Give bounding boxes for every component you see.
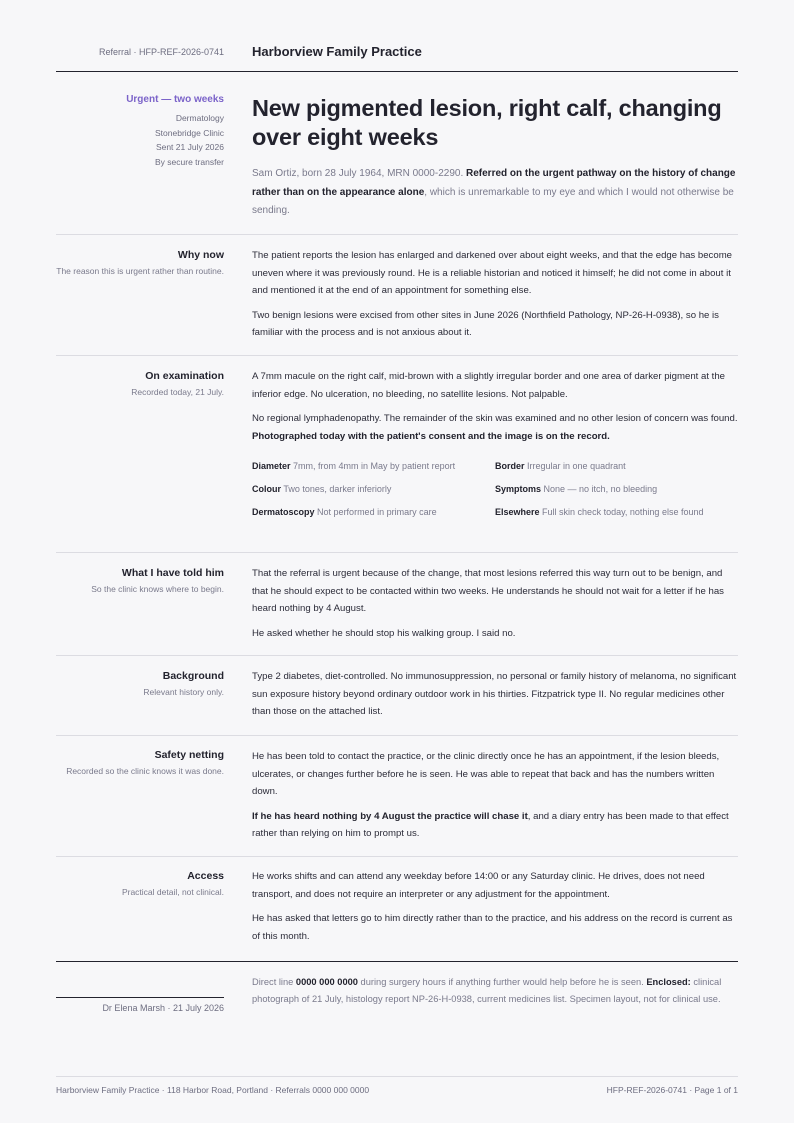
fact-label: Colour [252,484,281,494]
paragraph-text: , and a diary entry has been made to that effect rather than relying on him to prompt us. [252,810,729,839]
direct-line-number: 0000 000 0000 [295,977,358,987]
letter-header [56,44,738,72]
sent-date: Sent 21 July 2026 [155,142,224,152]
signature-line [56,997,224,998]
section-heading-background [56,669,224,699]
patient-details: Sam Ortiz, born 28 July 1964, MRN 0000-2290. [252,168,466,179]
intro-paragraph [252,165,738,221]
referral-meta [56,93,224,169]
paragraph: He works shifts and can attend any weekday before 14:00 or any Saturday clinic. He drives, does not need transport, and does not require an interpreter or any adjustment for the appointment. [252,871,705,900]
section-subtitle: Recorded today, 21 July. [131,387,224,397]
divider [56,355,738,356]
transfer-method: By secure transfer [155,156,224,167]
paragraph-text: No regional lymphadenopathy. The remainder of the skin was examined and no other lesion of concern was found. [252,413,738,424]
fact-label: Border [495,461,525,471]
section-title: Access [187,870,224,882]
closing-rule [56,961,738,962]
section-heading-why-now [56,248,224,278]
section-body-access [252,868,738,945]
closing-text: Direct line [252,977,296,987]
fact-value: None — no itch, no bleeding [543,484,658,494]
divider [56,856,738,857]
fact-dermatoscopy [252,505,495,520]
paragraph: The patient reports the lesion has enlarged and darkened over about eight weeks, and that the edge has become uneven where it was previously round. He is a reliable historian and noticed it himself; he did not come in about it and mentioned it at the end of an appointment for something else. [252,250,733,296]
enclosed-label: Enclosed: [646,977,691,987]
fact-value: Full skin check today, nothing else found [542,507,704,517]
paragraph: He asked whether he should stop his walking group. I said no. [252,627,516,639]
section-subtitle: The reason this is urgent rather than routine. [56,266,224,276]
paragraph-emphasis: Photographed today with the patient's consent and the image is on the record. [252,430,610,442]
section-body-why-now [252,247,738,342]
fact-value: 7mm, from 4mm in May by patient report [293,461,456,471]
section-subtitle: Recorded so the clinic knows it was done. [66,766,224,776]
fact-value: Irregular in one quadrant [527,461,626,471]
section-body-examination [252,368,738,520]
divider [56,655,738,656]
fact-diameter [252,459,495,474]
practice-name: Harborview Family Practice [252,44,422,59]
referral-letter [56,0,738,1123]
enclosures: clinical photograph of 21 July, histology report NP-26-H-0938, current medicines list. Specimen layout, not for clinical use. [252,977,722,1004]
section-title: Safety netting [154,749,224,761]
divider [56,735,738,736]
fact-label: Elsewhere [495,507,540,517]
intro-emphasis: Referred on the urgent pathway on the history of change rather than on the appearance alone [252,168,736,198]
footer-address: Harborview Family Practice · 118 Harbor Road, Portland · Referrals 0000 000 0000 [56,1085,370,1095]
closing-text: during surgery hours if anything further would help before he is seen. [357,977,647,987]
closing-note [252,974,738,1007]
referral-reference: Referral · HFP-REF-2026-0741 [98,47,224,57]
section-body-background [252,668,738,721]
page-title: New pigmented lesion, right calf, changing over eight weeks [252,95,722,150]
section-heading-examination [56,369,224,399]
section-subtitle: Relevant history only. [143,687,224,697]
paragraph: He has asked that letters go to him directly rather than to the practice, and his address on the record is current as of this month. [252,913,733,942]
summary-block [252,94,738,221]
section-title: What I have told him [121,567,224,579]
intro-tail: , which is unremarkable to my eye and which I would not otherwise be sending. [252,186,734,216]
section-title: Background [162,670,224,682]
urgency-label: Urgent — two weeks [126,94,224,105]
fact-label: Diameter [252,461,291,471]
paragraph [252,808,738,843]
section-title: Why now [177,249,224,261]
signature: Dr Elena Marsh · 21 July 2026 [102,1003,224,1013]
section-body-told [252,565,738,642]
footer-rule [56,1076,738,1077]
section-subtitle: So the clinic knows where to begin. [91,584,224,594]
section-subtitle: Practical detail, not clinical. [121,887,224,897]
fact-value: Not performed in primary care [317,507,437,517]
examination-facts [252,459,738,520]
fact-value: Two tones, darker inferiorly [283,484,392,494]
divider [56,234,738,235]
fact-border [495,459,738,474]
paragraph: He has been told to contact the practice, or the clinic directly once he has an appointment, if the lesion bleeds, ulcerates, or changes further before he is seen. He was able to repeat that back and has the numbers written down. [252,751,720,797]
paragraph: Type 2 diabetes, diet-controlled. No immunosuppression, no personal or family history of melanoma, no significant sun exposure history beyond ordinary outdoor work in his thirties. Fitzpatrick type II. No regular medicines other than those on the attached list. [252,671,737,717]
paragraph-emphasis: If he has heard nothing by 4 August the practice will chase it [252,810,528,822]
section-heading-access [56,869,224,899]
fact-symptoms [495,482,738,497]
specialty: Dermatology [175,113,224,123]
fact-colour [252,482,495,497]
section-heading-safety [56,748,224,778]
paragraph [252,410,738,445]
paragraph: A 7mm macule on the right calf, mid-brown with a slightly irregular border and one area of darker pigment at the inferior edge. No ulceration, no bleeding, no satellite lesions. Not palpable. [252,371,725,400]
paragraph: Two benign lesions were excised from other sites in June 2026 (Northfield Pathology, NP-26-H-0938), so he is familiar with the process and is not anxious about it. [252,309,719,338]
section-body-safety [252,748,738,843]
section-title: On examination [145,370,224,382]
paragraph: That the referral is urgent because of the change, that most lesions referred this way turn out to be benign, and that he should expect to be contacted within two weeks. He understands he should not wait for a letter if he has heard nothing by 4 August. [252,568,724,614]
footer-page-info: HFP-REF-2026-0741 · Page 1 of 1 [606,1085,738,1095]
fact-label: Symptoms [495,484,542,494]
divider [56,552,738,553]
section-heading-told [56,566,224,596]
clinic-name: Stonebridge Clinic [155,127,224,138]
fact-label: Dermatoscopy [252,507,315,517]
fact-elsewhere [495,505,738,520]
